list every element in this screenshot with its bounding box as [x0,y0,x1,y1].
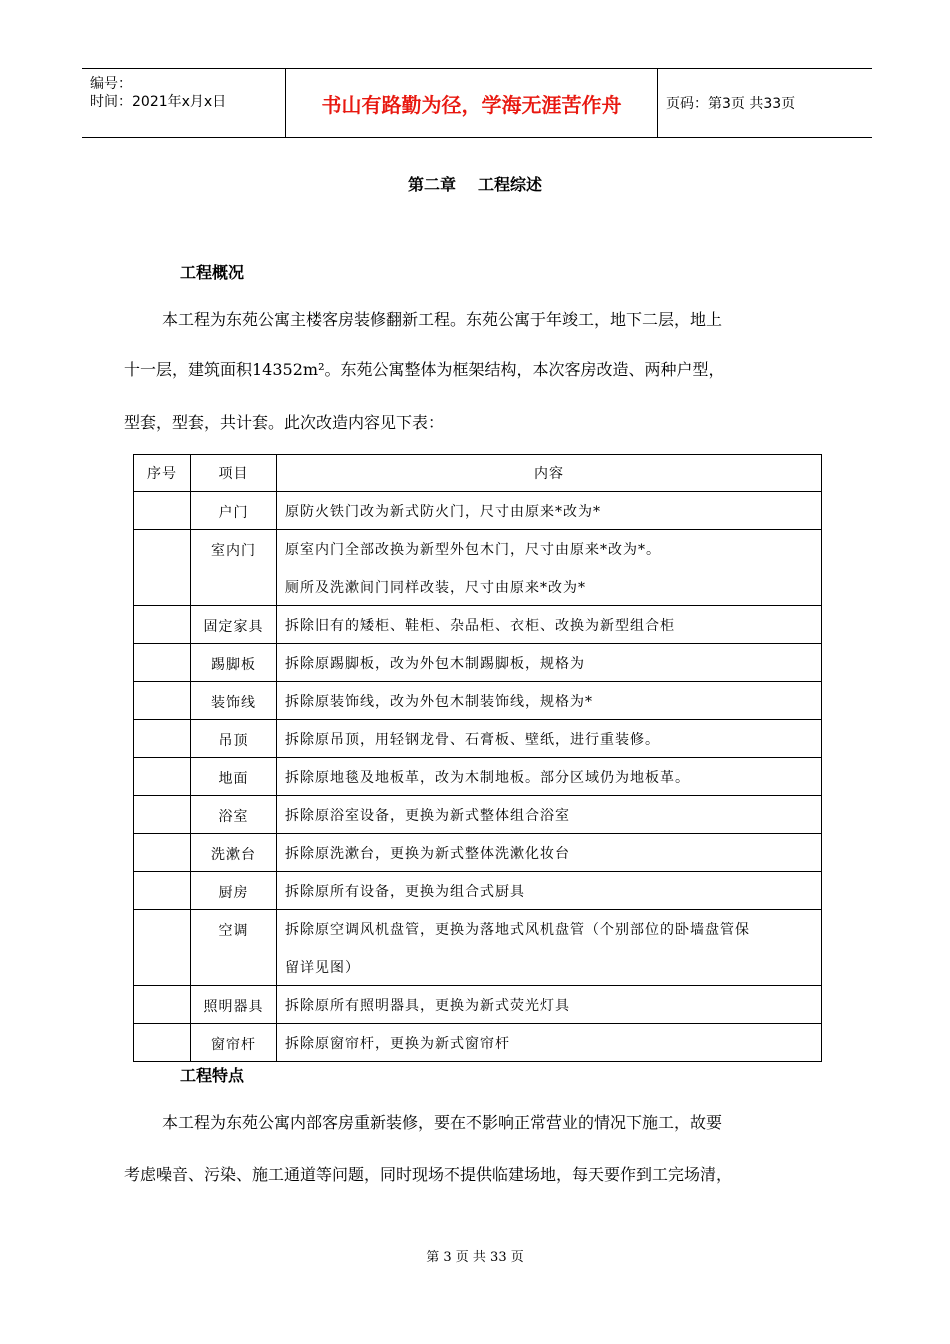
header-page-label: 页码：第3页 共33页 [666,96,796,112]
row-content-line: 原防火铁门改为新式防火门，尺寸由原来*改为* [285,504,601,520]
row-content-line: 拆除原所有照明器具，更换为新式荧光灯具 [285,998,570,1014]
row-content [277,530,822,606]
overview-line-2: 十一层，建筑面积14352m²。东苑公寓整体为框架结构，本次客房改造、两种户型， [124,360,725,379]
features-line-2: 考虑噪音、污染、施工通道等问题，同时现场不提供临建场地，每天要作到工完场清， [124,1165,733,1184]
row-content-line: 拆除原洗漱台，更换为新式整体洗漱化妆台 [285,846,570,862]
overview-line-3: 型套，型套，共计套。此次改造内容见下表： [124,413,445,432]
table-row [134,910,822,986]
row-item: 浴室 [191,796,277,834]
row-seq [134,758,191,796]
header-time-label: 时间：2021年x月x日 [90,94,227,110]
row-item: 洗漱台 [191,834,277,872]
row-seq [134,1024,191,1062]
header-content: 内容 [277,455,822,492]
row-content-line: 拆除原所有设备，更换为组合式厨具 [285,884,525,900]
row-content [277,644,822,682]
row-content [277,1024,822,1062]
row-content-line: 拆除原踢脚板，改为外包木制踢脚板，规格为 [285,656,585,672]
row-seq [134,492,191,530]
section-title-overview: 工程概况 [180,263,245,282]
chapter-name: 工程综述 [478,175,543,194]
features-line-1: 本工程为东苑公寓内部客房重新装修，要在不影响正常营业的情况下施工，故要 [162,1113,723,1132]
row-item: 装饰线 [191,682,277,720]
row-seq [134,606,191,644]
table-row [134,796,822,834]
row-content [277,910,822,986]
row-content [277,682,822,720]
table-row [134,986,822,1024]
header-seq: 序号 [134,455,191,492]
chapter-title [0,172,950,195]
header-code-label: 编号： [90,76,132,92]
row-seq [134,872,191,910]
table-header-row [134,455,822,492]
row-item: 室内门 [191,530,277,606]
table-row [134,872,822,910]
row-item: 地面 [191,758,277,796]
table-row [134,492,822,530]
row-content-line: 拆除原吊顶，用轻钢龙骨、石膏板、壁纸，进行重装修。 [285,732,660,748]
row-item: 固定家具 [191,606,277,644]
row-item: 窗帘杆 [191,1024,277,1062]
row-seq [134,796,191,834]
row-content-line: 拆除原地毯及地板革，改为木制地板。部分区域仍为地板革。 [285,770,690,786]
row-item: 厨房 [191,872,277,910]
header-item: 项目 [191,455,277,492]
row-seq [134,986,191,1024]
row-content [277,720,822,758]
renovation-scope-table [133,454,822,1062]
row-content [277,796,822,834]
table-row [134,720,822,758]
row-content [277,606,822,644]
header-motto: 书山有路勤为径，学海无涯苦作舟 [286,69,658,137]
table-row [134,644,822,682]
row-content-line: 拆除原空调风机盘管，更换为落地式风机盘管（个别部位的卧墙盘管保 [285,922,750,938]
row-seq [134,682,191,720]
row-seq [134,720,191,758]
row-item: 户门 [191,492,277,530]
row-content [277,872,822,910]
row-seq [134,910,191,986]
header-info-cell [82,69,286,137]
overview-line-1: 本工程为东苑公寓主楼客房装修翻新工程。东苑公寓于年竣工，地下二层，地上 [162,310,723,329]
table-row [134,758,822,796]
row-content [277,492,822,530]
row-content-line: 拆除原窗帘杆，更换为新式窗帘杆 [285,1036,510,1052]
row-item: 吊顶 [191,720,277,758]
table-row [134,682,822,720]
table-row [134,606,822,644]
row-seq [134,834,191,872]
page-footer: 第 3 页 共 33 页 [426,1250,524,1265]
row-seq [134,530,191,606]
row-content-line: 留详见图） [285,960,360,976]
row-content [277,834,822,872]
page-header [82,68,872,138]
table-row [134,834,822,872]
row-content [277,986,822,1024]
row-content-line: 拆除原浴室设备，更换为新式整体组合浴室 [285,808,570,824]
row-seq [134,644,191,682]
row-content [277,758,822,796]
row-content-line: 拆除旧有的矮柜、鞋柜、杂品柜、衣柜、改换为新型组合柜 [285,618,675,634]
row-content-line: 拆除原装饰线，改为外包木制装饰线，规格为* [285,694,593,710]
row-item: 照明器具 [191,986,277,1024]
table-row [134,530,822,606]
row-content-line: 原室内门全部改换为新型外包木门，尺寸由原来*改为*。 [285,542,661,558]
chapter-number: 第二章 [407,175,456,194]
row-item: 踢脚板 [191,644,277,682]
row-item: 空调 [191,910,277,986]
table-row [134,1024,822,1062]
row-content-line: 厕所及洗漱间门同样改装，尺寸由原来*改为* [285,580,586,596]
section-title-features: 工程特点 [180,1066,245,1085]
